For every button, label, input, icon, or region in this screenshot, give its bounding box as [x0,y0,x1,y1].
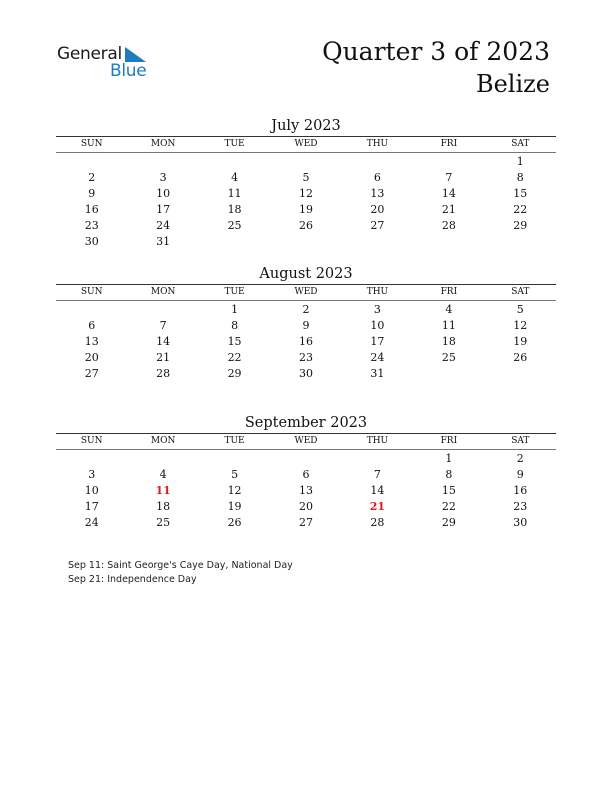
weekday-label: TUE [224,287,245,297]
day-cell: 3 [373,303,381,316]
day-cell: 29 [227,367,242,380]
weekday-label: SUN [80,436,103,446]
day-cell: 28 [441,219,456,232]
weekday-label: SAT [511,436,530,446]
weekday-label: THU [366,436,389,446]
day-cell: 11 [441,319,456,332]
day-cell: 1 [445,452,453,465]
weekday-label: FRI [440,436,458,446]
day-cell: 22 [227,351,242,364]
day-cell: 25 [227,219,242,232]
day-cell: 27 [84,367,99,380]
day-cell: 7 [445,171,453,184]
day-cell: 23 [513,500,528,513]
weekday-label: SUN [80,287,103,297]
weekday-label: SUN [80,139,103,149]
empty-day-cell [56,302,127,318]
day-cell: 7 [159,319,167,332]
day-cell: 28 [370,516,385,529]
empty-day-cell [270,154,341,170]
day-cell: 18 [441,335,456,348]
day-cell: 31 [370,367,385,380]
empty-day-cell [413,154,484,170]
day-cell: 12 [227,484,242,497]
day-cell: 18 [156,500,171,513]
day-cell: 30 [298,367,313,380]
weekday-label: TUE [224,139,245,149]
day-cell: 13 [84,335,99,348]
day-cell: 2 [516,452,524,465]
generalblue-logo [57,44,157,84]
day-cell: 31 [156,235,171,248]
day-cell: 25 [156,516,171,529]
weekday-label: SAT [511,287,530,297]
day-cell: 24 [84,516,99,529]
day-cell: 3 [159,171,167,184]
day-cell: 14 [441,187,456,200]
day-cell: 8 [231,319,239,332]
day-grid [56,301,556,382]
holiday-note: Sep 11: Saint George's Caye Day, National Day [68,560,293,571]
day-cell: 9 [302,319,310,332]
empty-day-cell [342,451,413,467]
day-cell: 26 [227,516,242,529]
day-cell: 12 [513,319,528,332]
day-cell: 3 [88,468,96,481]
empty-day-cell [199,451,270,467]
day-cell: 15 [513,187,528,200]
day-cell: 4 [159,468,167,481]
country-name: Belize [475,70,550,98]
day-cell: 6 [373,171,381,184]
day-cell: 17 [370,335,385,348]
month-title: September 2023 [244,415,368,431]
weekday-label: FRI [440,139,458,149]
day-cell: 23 [298,351,313,364]
day-cell: 4 [445,303,453,316]
weekday-label: WED [294,436,318,446]
weekday-label: MON [150,139,176,149]
day-cell: 15 [227,335,242,348]
day-cell: 9 [88,187,96,200]
day-cell: 5 [231,468,239,481]
day-cell: 16 [84,203,99,216]
day-cell: 8 [516,171,524,184]
day-cell: 7 [373,468,381,481]
day-cell: 5 [302,171,310,184]
day-cell: 25 [441,351,456,364]
weekday-label: WED [294,287,318,297]
day-cell: 16 [298,335,313,348]
empty-day-cell [127,451,198,467]
day-cell: 29 [513,219,528,232]
month-title: August 2023 [259,266,353,282]
day-cell: 1 [231,303,239,316]
holiday-notes [68,559,293,587]
day-cell: 4 [231,171,239,184]
day-cell: 10 [84,484,99,497]
month-calendar-september [56,413,556,531]
empty-day-cell [270,451,341,467]
day-cell: 27 [298,516,313,529]
weekday-label: SAT [511,139,530,149]
weekday-header [56,284,556,301]
day-cell: 6 [88,319,96,332]
day-cell: 19 [227,500,242,513]
weekday-label: FRI [440,287,458,297]
day-grid [56,153,556,250]
weekday-label: MON [150,436,176,446]
day-cell: 12 [298,187,313,200]
day-cell: 20 [84,351,99,364]
month-title: July 2023 [271,118,341,134]
day-cell: 8 [445,468,453,481]
day-cell: 21 [156,351,171,364]
holiday-note: Sep 21: Independence Day [68,574,197,585]
month-calendar-july [56,116,556,250]
day-cell: 14 [156,335,171,348]
day-cell: 23 [84,219,99,232]
day-cell: 26 [513,351,528,364]
weekday-label: TUE [224,436,245,446]
weekday-label: WED [294,139,318,149]
day-cell: 26 [298,219,313,232]
day-cell: 28 [156,367,171,380]
weekday-label: MON [150,287,176,297]
empty-day-cell [56,451,127,467]
empty-day-cell [127,302,198,318]
empty-day-cell [56,154,127,170]
day-cell: 27 [370,219,385,232]
page-title: Quarter 3 of 2023 [322,37,550,66]
day-cell: 19 [513,335,528,348]
holiday-day-cell: 21 [369,500,386,513]
day-cell: 2 [88,171,96,184]
day-cell: 14 [370,484,385,497]
weekday-header [56,136,556,153]
logo-word-general: General [57,44,122,64]
empty-day-cell [199,154,270,170]
day-cell: 30 [513,516,528,529]
day-cell: 15 [441,484,456,497]
day-cell: 22 [441,500,456,513]
day-grid [56,450,556,531]
day-cell: 22 [513,203,528,216]
day-cell: 13 [370,187,385,200]
day-cell: 10 [156,187,171,200]
empty-day-cell [127,154,198,170]
day-cell: 20 [370,203,385,216]
day-cell: 16 [513,484,528,497]
logo-word-blue: Blue [110,61,147,81]
weekday-label: THU [366,287,389,297]
day-cell: 5 [516,303,524,316]
weekday-label: THU [366,139,389,149]
weekday-header [56,433,556,450]
day-cell: 13 [298,484,313,497]
month-calendar-august [56,264,556,382]
day-cell: 17 [156,203,171,216]
day-cell: 10 [370,319,385,332]
day-cell: 24 [156,219,171,232]
day-cell: 19 [298,203,313,216]
holiday-day-cell: 11 [155,484,171,497]
day-cell: 20 [298,500,313,513]
empty-day-cell [342,154,413,170]
day-cell: 1 [516,155,524,168]
day-cell: 29 [441,516,456,529]
day-cell: 11 [227,187,242,200]
day-cell: 21 [441,203,456,216]
day-cell: 2 [302,303,310,316]
day-cell: 17 [84,500,99,513]
day-cell: 9 [516,468,524,481]
day-cell: 24 [370,351,385,364]
day-cell: 30 [84,235,99,248]
day-cell: 18 [227,203,242,216]
day-cell: 6 [302,468,310,481]
